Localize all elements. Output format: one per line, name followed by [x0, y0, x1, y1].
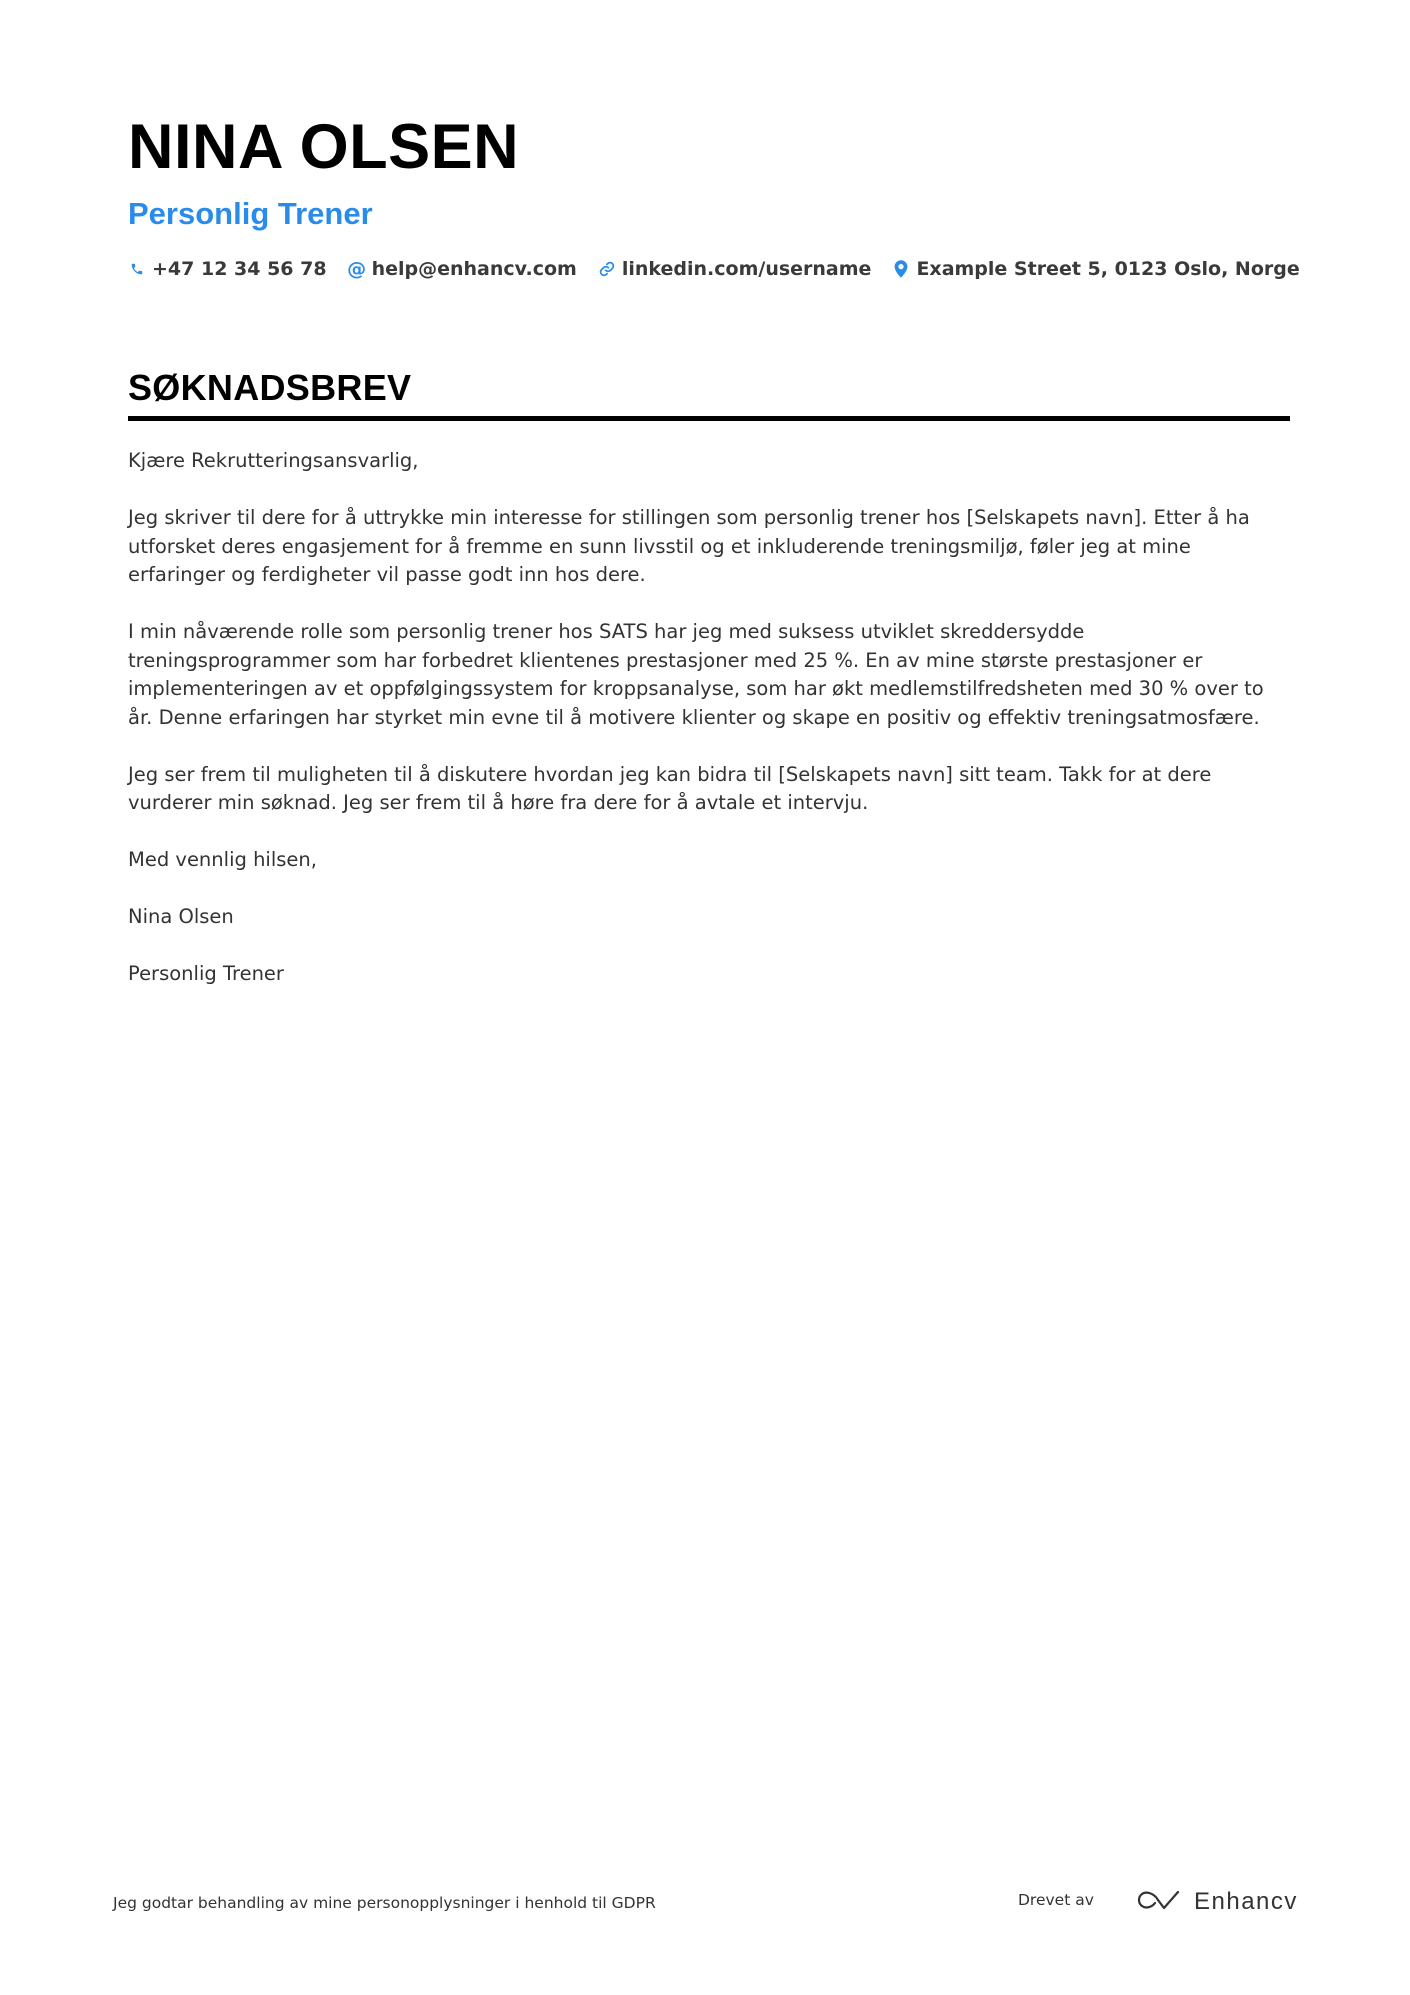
phone-number[interactable]: +47 12 34 56 78 [152, 258, 327, 280]
at-icon: @ [347, 258, 367, 280]
applicant-title: Personlig Trener [128, 196, 373, 231]
linkedin-url[interactable]: linkedin.com/username [621, 258, 872, 280]
contact-email [348, 258, 577, 280]
enhancv-logo-icon [1136, 1888, 1182, 1916]
contact-linkedin [598, 258, 872, 280]
phone-icon [128, 260, 146, 278]
brand-name: Enhancv [1194, 1888, 1298, 1915]
letter-paragraph: Jeg ser frem til muligheten til å diskutere hvordan jeg kan bidra til [Selskapets navn] sitt team. Takk for at dere vurderer min søknad. Jeg ser frem til å høre fra dere for å avtale et intervju. [128, 762, 1212, 814]
contact-bar [128, 258, 1300, 280]
gdpr-consent: Jeg godtar behandling av mine personopplysninger i henhold til GDPR [113, 1894, 656, 1912]
contact-address [892, 258, 1299, 280]
signature-title: Personlig Trener [128, 962, 284, 985]
header [128, 108, 1300, 280]
powered-by-label: Drevet av [1018, 1891, 1094, 1909]
enhancv-brand[interactable] [1136, 1888, 1298, 1916]
email-address[interactable]: help@enhancv.com [371, 258, 577, 280]
section-divider [128, 416, 1290, 421]
letter-paragraph: I min nåværende rolle som personlig trener hos SATS har jeg med suksess utviklet skreddersydde treningsprogrammer som har forbedret klientenes prestasjoner med 25 %. En av mine største prestasjoner er implementeringen av et oppfølgingssystem for kroppsanalyse, som har økt medlemstilfredsheten med 30 % over to år. Denne erfaringen har styrket min evne til å motivere klienter og skape en positiv og effektiv treningsatmosfære. [128, 620, 1264, 729]
applicant-name: NINA OLSEN [128, 112, 520, 182]
cover-letter-section [128, 366, 1290, 1017]
signature-name: Nina Olsen [128, 905, 234, 928]
link-icon [598, 260, 616, 278]
street-address: Example Street 5, 0123 Oslo, Norge [916, 258, 1300, 280]
section-title: SØKNADSBREV [128, 367, 412, 408]
letter-greeting: Kjære Rekrutteringsansvarlig, [128, 449, 419, 472]
contact-phone [128, 258, 327, 280]
footer [113, 1888, 1298, 1920]
letter-closing: Med vennlig hilsen, [128, 848, 317, 871]
letter-paragraph: Jeg skriver til dere for å uttrykke min interesse for stillingen som personlig trener hos [Selskapets navn]. Etter å ha utforsket deres engasjement for å fremme en sunn livsstil og et inkluderende treningsmiljø, føler jeg at mine erfaringer og ferdigheter vil passe godt inn hos dere. [128, 506, 1250, 586]
location-pin-icon [892, 260, 910, 278]
letter-body [128, 447, 1290, 989]
